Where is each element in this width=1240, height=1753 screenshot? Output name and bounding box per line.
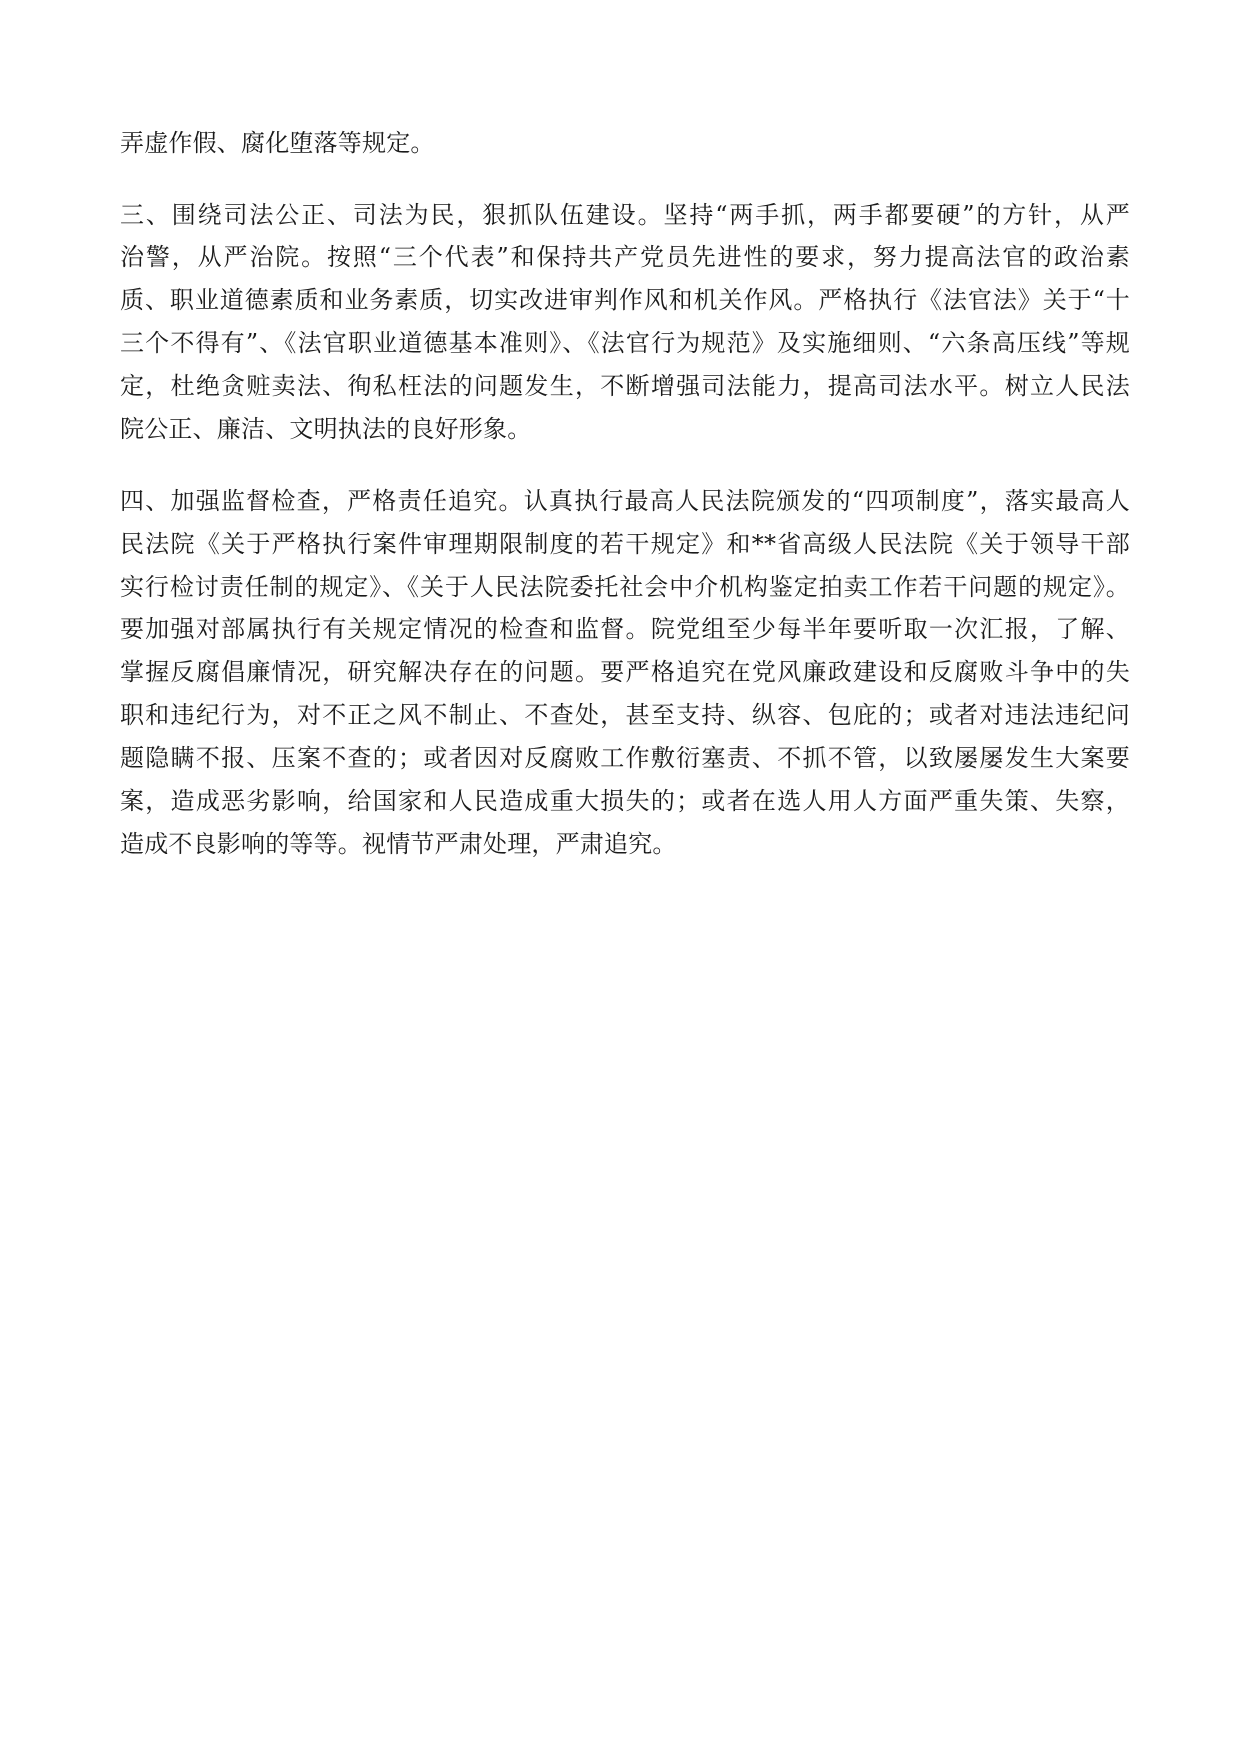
section-3-line: 定，杜绝贪赃卖法、徇私枉法的问题发生，不断增强司法能力，提高司法水平。树立人民法 bbox=[120, 372, 1130, 400]
section-3-line: 治警，从严治院。按照“三个代表”和保持共产党员先进性的要求，努力提高法官的政治素 bbox=[120, 243, 1130, 271]
section-4-line: 实行检讨责任制的规定》、《关于人民法院委托社会中介机构鉴定拍卖工作若干问题的规定》。 bbox=[120, 573, 1130, 601]
section-4-line: 职和违纪行为，对不正之风不制止、不查处，甚至支持、纵容、包庇的；或者对违法违纪问 bbox=[120, 701, 1130, 729]
section-4-line: 案，造成恶劣影响，给国家和人民造成重大损失的；或者在选人用人方面严重失策、失察， bbox=[120, 787, 1130, 815]
section-4-line: 题隐瞒不报、压案不查的；或者因对反腐败工作敷衍塞责、不抓不管，以致屡屡发生大案要 bbox=[120, 744, 1130, 772]
section-4-line: 要加强对部属执行有关规定情况的检查和监督。院党组至少每半年要听取一次汇报，了解、 bbox=[120, 615, 1130, 643]
section-4-line: 掌握反腐倡廉情况，研究解决存在的问题。要严格追究在党风廉政建设和反腐败斗争中的失 bbox=[120, 658, 1130, 686]
section-4-line: 造成不良影响的等等。视情节严肃处理，严肃追究。 bbox=[120, 830, 677, 858]
section-3-line: 质、职业道德素质和业务素质，切实改进审判作风和机关作风。严格执行《法官法》关于“十 bbox=[120, 286, 1130, 314]
section-3-line: 院公正、廉洁、文明执法的良好形象。 bbox=[120, 415, 532, 443]
section-4-line: 四、加强监督检查，严格责任追究。认真执行最高人民法院颁发的“四项制度”，落实最高人 bbox=[120, 487, 1130, 515]
paragraph-continuation-line: 弄虚作假、腐化堕落等规定。 bbox=[120, 129, 435, 157]
section-4-line: 民法院《关于严格执行案件审理期限制度的若干规定》和**省高级人民法院《关于领导干部 bbox=[120, 530, 1130, 558]
section-3-line: 三、围绕司法公正、司法为民，狠抓队伍建设。坚持“两手抓，两手都要硬”的方针，从严 bbox=[120, 201, 1130, 229]
section-3-line: 三个不得有”、《法官职业道德基本准则》、《法官行为规范》及实施细则、“六条高压线”等规 bbox=[120, 329, 1130, 357]
